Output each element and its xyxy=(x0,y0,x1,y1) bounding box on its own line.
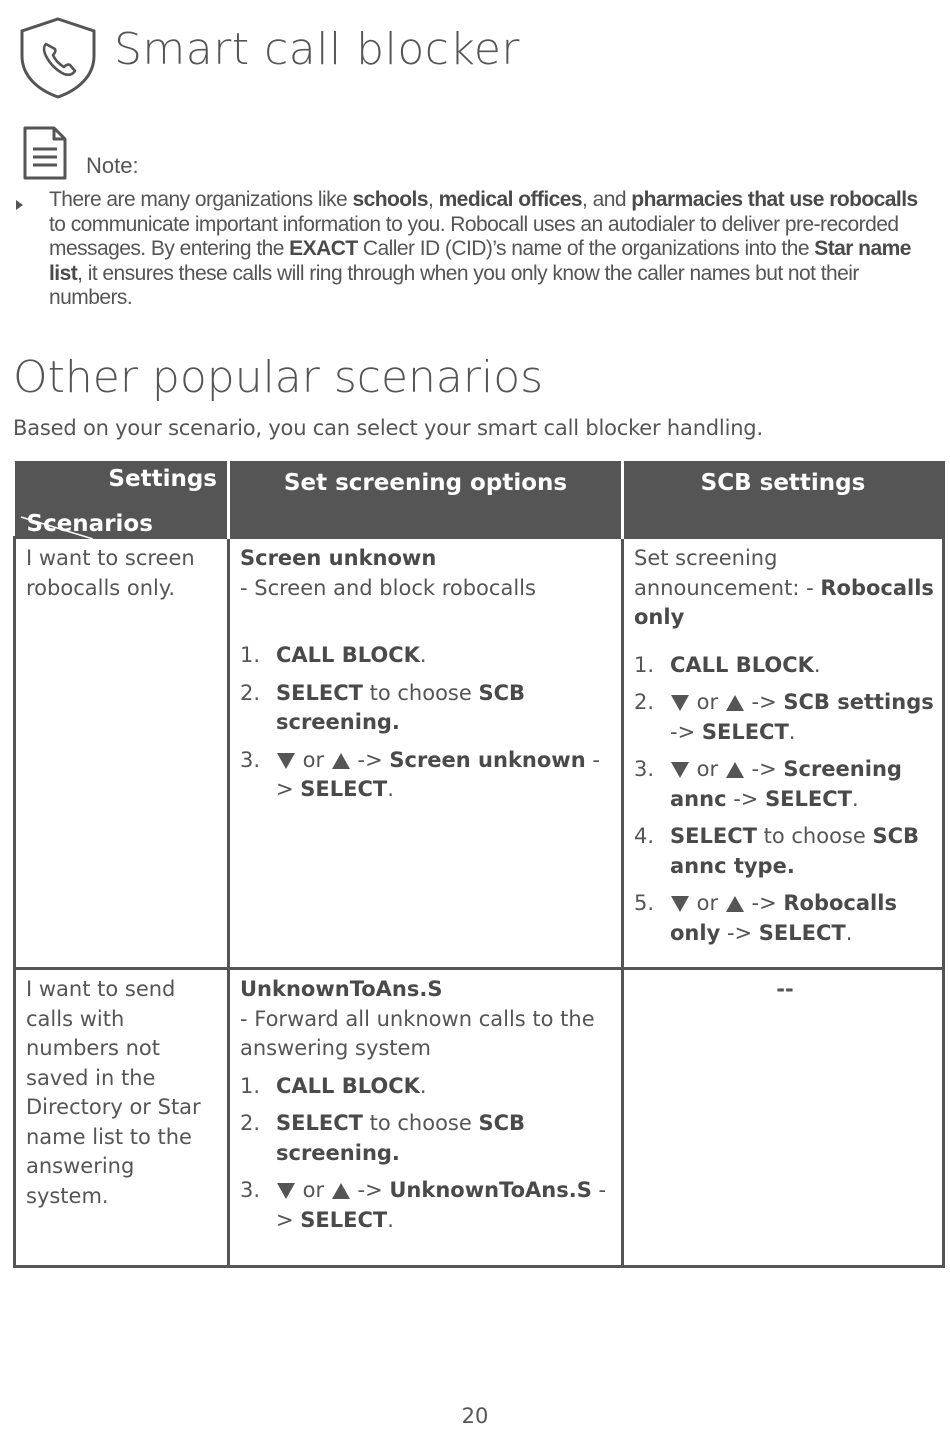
step-number: 3. xyxy=(634,757,655,781)
note-text xyxy=(49,188,937,311)
step-number: 5. xyxy=(634,891,655,915)
bold-text: SELECT xyxy=(670,824,757,848)
text-run: to choose xyxy=(362,680,479,705)
diagonal-header-cell xyxy=(15,463,229,538)
screening-cell xyxy=(229,969,623,1267)
bold-text: EXACT xyxy=(289,237,358,260)
steps-list xyxy=(634,651,936,949)
text-run: -> xyxy=(744,690,784,714)
text-run: , it ensures these calls will ring through when you only know the caller names but not their numbers. xyxy=(49,261,859,309)
bold-text: schools xyxy=(352,188,428,211)
bold-text: SELECT xyxy=(300,777,388,801)
step-text xyxy=(276,643,427,667)
text-run: . xyxy=(387,1207,394,1232)
note-label: Note: xyxy=(86,153,139,178)
step-text xyxy=(670,757,902,811)
step-item xyxy=(240,641,613,671)
text-run: -> xyxy=(350,747,390,772)
bold-text: Screen unknown xyxy=(389,747,586,772)
option-description: - Forward all unknown calls to the answering system xyxy=(240,1006,595,1060)
text-run: . xyxy=(852,786,859,811)
scenario-cell: I want to screen robocalls only. xyxy=(15,538,229,969)
step-text xyxy=(276,1111,525,1165)
arrow-up-icon xyxy=(725,694,745,712)
text-run: . xyxy=(788,719,796,744)
option-title: Screen unknown xyxy=(240,546,437,570)
section-intro: Based on your scenario, you can select your smart call blocker handling. xyxy=(13,416,763,440)
step-text xyxy=(276,1178,606,1232)
text-run: -> xyxy=(670,719,702,744)
header-settings: Settings xyxy=(108,466,217,492)
arrow-down-icon xyxy=(670,761,690,779)
bold-text: SELECT xyxy=(276,680,363,705)
table-row xyxy=(15,969,944,1267)
bold-text: SELECT xyxy=(701,719,789,744)
step-number: 3. xyxy=(240,1178,261,1202)
step-number: 2. xyxy=(634,690,655,714)
bold-text: Robocalls only xyxy=(634,575,934,629)
scenarios-table xyxy=(13,461,945,1268)
arrow-down-icon xyxy=(276,1182,296,1200)
option-description: - Screen and block robocalls xyxy=(240,575,536,600)
table-row xyxy=(15,538,944,969)
page-title: Smart call blocker xyxy=(114,24,521,75)
scb-settings-cell: -- xyxy=(623,969,944,1267)
step-text xyxy=(670,891,897,945)
text-run: -> xyxy=(350,1178,390,1202)
bold-text: SELECT xyxy=(300,1207,388,1232)
text-run: -> xyxy=(720,920,759,945)
screening-cell xyxy=(229,538,623,969)
scb-settings-cell xyxy=(623,538,944,969)
bold-text: CALL BLOCK xyxy=(276,1073,420,1098)
arrow-down-icon xyxy=(670,895,690,913)
header-scb-settings: SCB settings xyxy=(623,463,944,538)
steps-list xyxy=(240,1072,613,1236)
arrow-up-icon xyxy=(725,761,745,779)
bullet-icon xyxy=(16,200,24,210)
bold-text: pharmacies that use robocalls xyxy=(631,188,918,211)
text-run: to communicate important information to you. Robocall uses an autodialer to deliver pre-recorded messages. By entering the xyxy=(49,212,899,260)
text-run: to choose xyxy=(362,1111,479,1135)
section-title: Other popular scenarios xyxy=(13,352,544,403)
text-run: Caller ID (CID)’s name of the organizations into the xyxy=(357,237,815,260)
text-run: or xyxy=(690,891,725,915)
step-text xyxy=(276,748,600,802)
bold-text: UnknownToAns.S xyxy=(389,1178,592,1202)
bold-text: SCB screening. xyxy=(276,680,526,734)
text-run: There are many organizations like xyxy=(49,188,353,211)
bold-text: SELECT xyxy=(758,920,846,945)
step-text xyxy=(276,1074,427,1098)
announcement-intro xyxy=(634,544,936,633)
bold-text: CALL BLOCK xyxy=(276,643,420,667)
bold-text: CALL BLOCK xyxy=(670,652,814,677)
scenario-cell: I want to send calls with numbers not saved in the Directory or Star name list to the answering system. xyxy=(15,969,229,1267)
step-item xyxy=(634,755,936,814)
arrow-up-icon xyxy=(725,895,745,913)
bold-text: SCB annc type. xyxy=(670,824,920,878)
text-run: or xyxy=(690,690,725,714)
text-run: , and xyxy=(582,188,632,211)
bold-text: SCB settings xyxy=(783,690,934,714)
text-run: -> xyxy=(276,747,600,801)
step-item xyxy=(240,1109,613,1168)
step-item xyxy=(634,651,936,681)
bold-text: Robocalls only xyxy=(670,891,897,945)
step-item xyxy=(634,688,936,747)
text-run: -> xyxy=(726,786,766,811)
step-item xyxy=(634,889,936,948)
steps-list xyxy=(240,641,613,805)
text-run: or xyxy=(690,757,725,781)
text-run: . xyxy=(845,920,853,945)
step-number: 2. xyxy=(240,680,261,705)
option-title: UnknownToAns.S xyxy=(240,977,443,1001)
arrow-up-icon xyxy=(331,752,351,770)
step-text xyxy=(670,824,919,878)
step-item xyxy=(240,1072,613,1102)
step-number: 1. xyxy=(634,652,655,677)
arrow-down-icon xyxy=(276,752,296,770)
step-number: 1. xyxy=(240,643,261,667)
step-number: 1. xyxy=(240,1073,261,1098)
step-text xyxy=(670,690,934,744)
text-run: , xyxy=(427,188,439,211)
bold-text: Star name list xyxy=(49,237,911,285)
text-run: to choose xyxy=(756,824,873,848)
text-run: . xyxy=(419,643,427,667)
step-item xyxy=(240,679,613,738)
text-run: or xyxy=(296,747,331,772)
step-number: 4. xyxy=(634,824,655,848)
text-run: . xyxy=(387,777,394,801)
step-item xyxy=(634,822,936,881)
arrow-down-icon xyxy=(670,694,690,712)
table-header-row xyxy=(15,463,944,538)
bold-text: Screening annc xyxy=(670,757,902,811)
shield-phone-icon xyxy=(18,16,98,100)
text-run: Set screening announcement: - xyxy=(634,546,821,600)
bold-text: medical offices xyxy=(438,188,583,211)
step-item xyxy=(240,1176,613,1235)
step-text xyxy=(276,681,525,735)
bold-text: SELECT xyxy=(765,786,852,811)
step-number: 2. xyxy=(240,1111,261,1135)
text-run: -> xyxy=(744,757,784,781)
step-item xyxy=(240,746,613,805)
text-run: . xyxy=(813,652,821,677)
document-icon xyxy=(22,125,68,181)
header-screening-options: Set screening options xyxy=(229,463,623,538)
step-number: 3. xyxy=(240,747,261,772)
page-number: 20 xyxy=(461,1404,489,1428)
text-run: -> xyxy=(276,1178,607,1232)
text-run: . xyxy=(419,1073,427,1098)
bold-text: SCB screening. xyxy=(276,1111,526,1165)
text-run: or xyxy=(296,1178,331,1202)
text-run: -> xyxy=(744,891,784,915)
bold-text: SELECT xyxy=(276,1111,363,1135)
arrow-up-icon xyxy=(331,1182,351,1200)
header-scenarios: Scenarios xyxy=(26,511,153,537)
step-text xyxy=(670,653,821,677)
